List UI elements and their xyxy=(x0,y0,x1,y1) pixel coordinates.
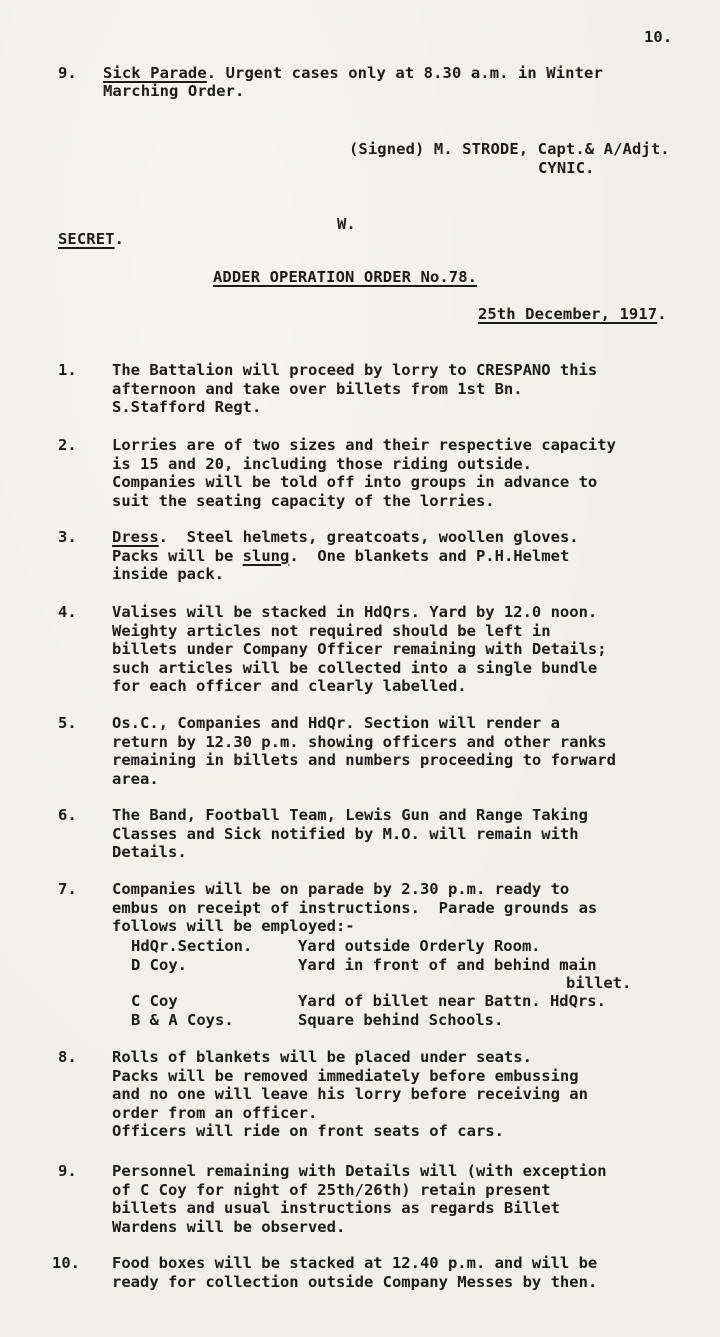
signature-codename: CYNIC. xyxy=(538,159,595,177)
parade-unit: D Coy. xyxy=(131,956,187,974)
item-2-text: Lorries are of two sizes and their respective capacity is 15 and 20, including those riding outside. Companies will be told off into groups in advance to suit the seating capacity of the lorries. xyxy=(112,436,616,510)
parade-place: Yard outside Orderly Room. xyxy=(298,937,541,955)
item-number: 1. xyxy=(58,361,77,379)
item-5-text: Os.C., Companies and HdQr. Section will render a return by 12.30 p.m. showing officers and other ranks remaining in billets and numbers proceeding to forward area. xyxy=(112,714,616,788)
item-10-text: Food boxes will be stacked at 12.40 p.m. and will be ready for collection outside Company Messes by then. xyxy=(112,1254,598,1291)
item-9-text: Personnel remaining with Details will (with exception of C Coy for night of 25th/26th) retain present billets and usual instructions as regards Billet Wardens will be observed. xyxy=(112,1162,607,1236)
classification: SECRET. xyxy=(58,230,125,248)
signature-line: (Signed) M. STRODE, Capt.& A/Adjt. xyxy=(349,140,670,158)
item-number: 7. xyxy=(58,880,77,898)
item-6-text: The Band, Football Team, Lewis Gun and Range Taking Classes and Sick notified by M.O. will remain with Details. xyxy=(112,806,588,862)
parade-place: Square behind Schools. xyxy=(298,1011,504,1029)
parade-place: billet. xyxy=(566,974,632,992)
page-number: 10. xyxy=(644,28,673,46)
item-3-text: Dress. Steel helmets, greatcoats, woollen gloves. Packs will be slung. One blankets and P.H.Helmet inside pack. xyxy=(112,528,579,584)
section-mark: W. xyxy=(337,215,356,233)
item-heading: Sick Parade xyxy=(103,64,207,82)
parade-place: Yard in front of and behind main xyxy=(298,956,597,974)
item-number: 2. xyxy=(58,436,77,454)
item-8-text: Rolls of blankets will be placed under seats. Packs will be removed immediately before embussing and no one will leave his lorry before receiving an order from an officer. Officers will ride on front seats of cars. xyxy=(112,1048,588,1141)
item-number: 3. xyxy=(58,528,77,546)
item-number: 10. xyxy=(52,1254,80,1272)
item-number: 9. xyxy=(58,1162,77,1180)
item-heading: Dress xyxy=(112,528,159,546)
item-number: 8. xyxy=(58,1048,77,1066)
item-number: 9. xyxy=(58,64,77,82)
parade-unit: B & A Coys. xyxy=(131,1011,234,1029)
parade-unit: C Coy xyxy=(131,992,178,1010)
parade-unit: HdQr.Section. xyxy=(131,937,253,955)
item-number: 6. xyxy=(58,806,77,824)
item-number: 5. xyxy=(58,714,77,732)
item-number: 4. xyxy=(58,603,77,621)
item-1-text: The Battalion will proceed by lorry to CRESPANO this afternoon and take over billets from 1st Bn. S.Stafford Regt. xyxy=(112,361,598,417)
item-4-text: Valises will be stacked in HdQrs. Yard by 12.0 noon. Weighty articles not required should be left in billets under Company Officer remaining with Details; such articles will be collected into a single bundle for each officer and clearly labelled. xyxy=(112,603,607,696)
parade-place: Yard of billet near Battn. HdQrs. xyxy=(298,992,606,1010)
item-text-line: Marching Order. xyxy=(103,82,245,100)
order-title: ADDER OPERATION ORDER No.78. xyxy=(213,268,478,286)
order-date: 25th December, 1917. xyxy=(478,305,667,323)
item-text: Sick Parade. Urgent cases only at 8.30 a.m. in Winter xyxy=(103,64,603,82)
item-7-text: Companies will be on parade by 2.30 p.m. ready to embus on receipt of instructions. Parade grounds as follows will be employed:- xyxy=(112,880,598,936)
